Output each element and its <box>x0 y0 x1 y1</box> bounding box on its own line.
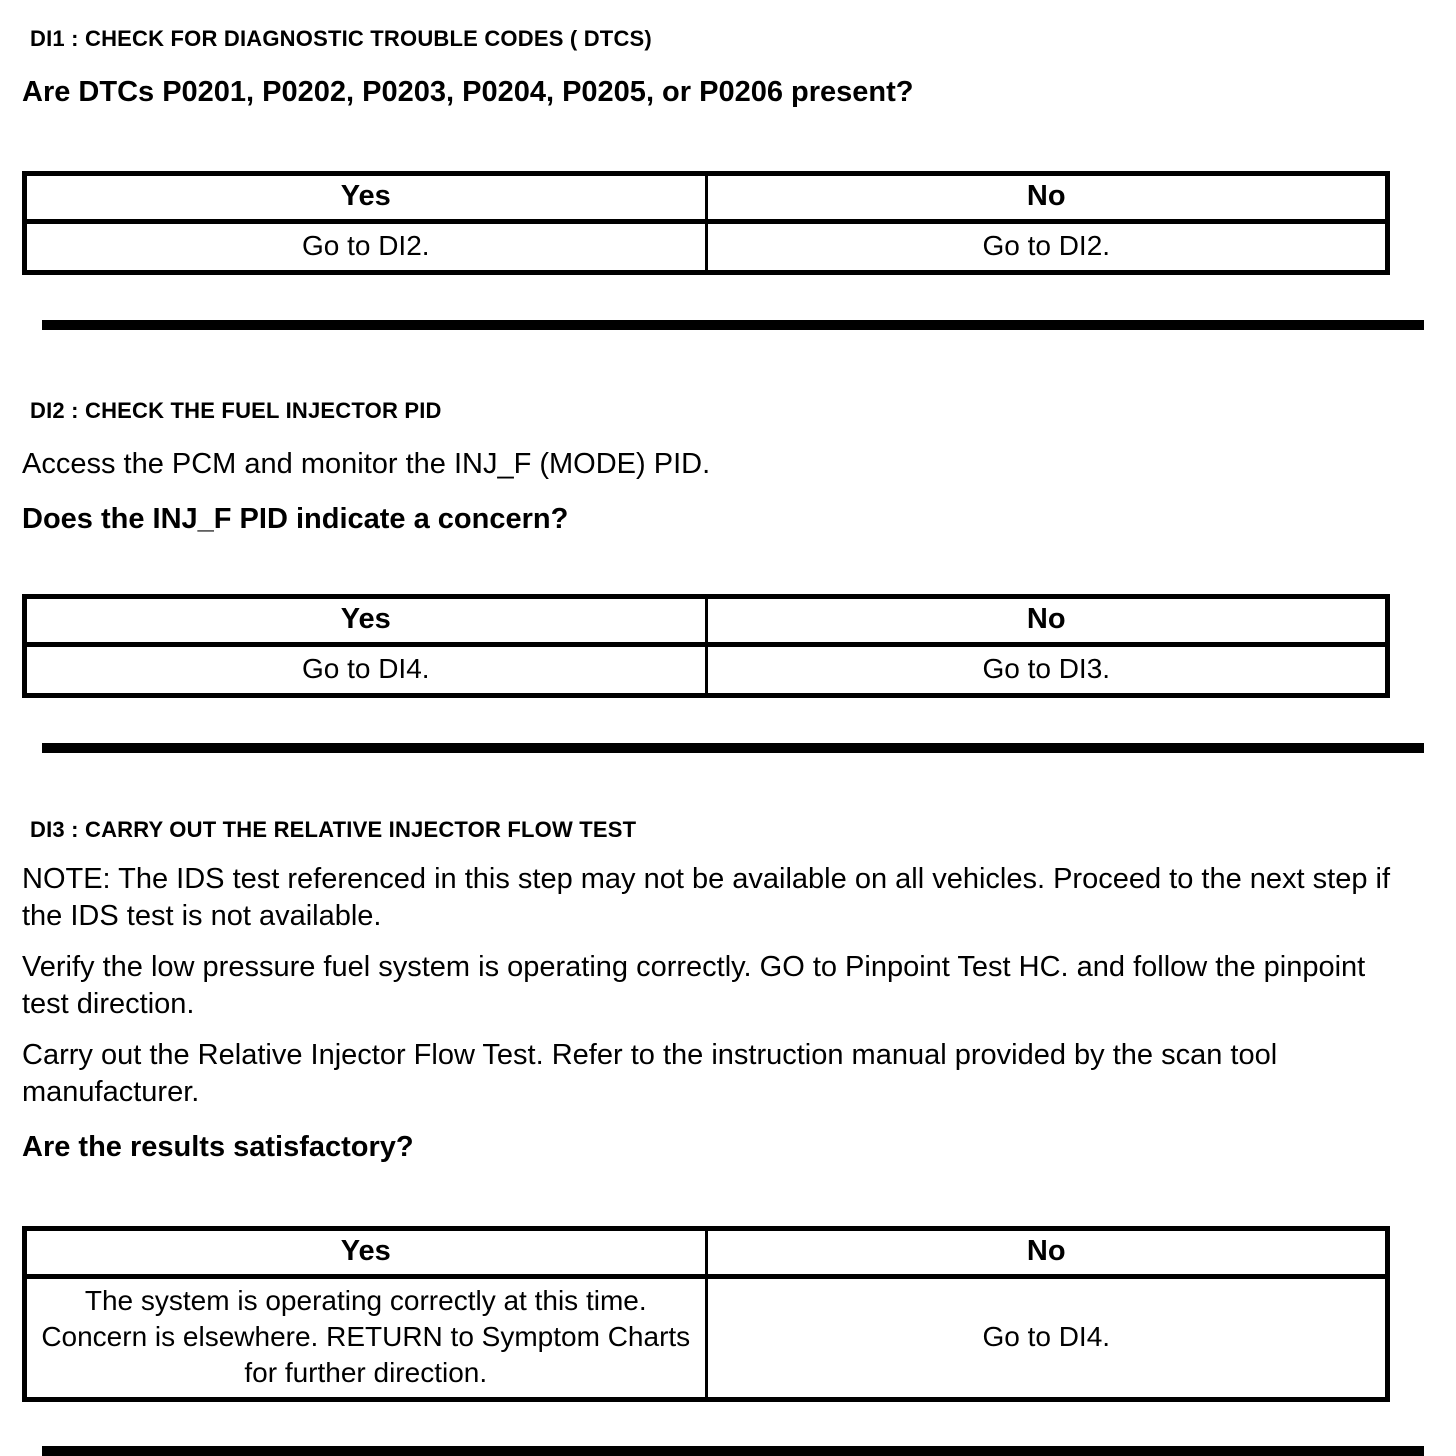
table-header-row <box>25 174 1388 222</box>
section-di3 <box>0 753 1456 1456</box>
di3-carry-out-instruction: Carry out the Relative Injector Flow Test. Refer to the instruction manual provided by the scan tool manufacturer. <box>22 1039 1278 1108</box>
section-divider-rule <box>42 320 1424 330</box>
di3-note-instruction: NOTE: The IDS test referenced in this step may not be available on all vehicles. Proceed to the next step if the IDS test is not available. <box>22 863 1391 932</box>
di3-verify-instruction: Verify the low pressure fuel system is operating correctly. GO to Pinpoint Test HC. and follow the pinpoint test direction. <box>22 951 1366 1020</box>
section-di1 <box>0 0 1456 330</box>
table-header-row <box>25 597 1388 645</box>
table-row <box>25 1277 1388 1400</box>
di3-question: Are the results satisfactory? <box>22 1131 414 1163</box>
di1-yes-action: Go to DI2. <box>25 222 707 273</box>
table-row <box>25 645 1388 696</box>
table-row <box>25 222 1388 273</box>
di1-yes-no-table <box>22 171 1390 275</box>
di2-yes-header: Yes <box>25 597 707 645</box>
section-divider-rule <box>42 743 1424 753</box>
di1-no-action: Go to DI2. <box>706 222 1388 273</box>
di2-yes-no-table <box>22 594 1390 698</box>
di1-no-header: No <box>706 174 1388 222</box>
section-di2 <box>0 330 1456 753</box>
di1-question: Are DTCs P0201, P0202, P0203, P0204, P0205, or P0206 present? <box>22 76 914 108</box>
di1-yes-header: Yes <box>25 174 707 222</box>
di3-step-heading: DI3 : CARRY OUT THE RELATIVE INJECTOR FLOW TEST <box>30 817 637 842</box>
table-header-row <box>25 1229 1388 1277</box>
section-divider-rule <box>42 1446 1424 1456</box>
di3-yes-header: Yes <box>25 1229 707 1277</box>
di2-no-header: No <box>706 597 1388 645</box>
di3-no-action: Go to DI4. <box>706 1277 1388 1400</box>
di3-yes-no-table <box>22 1226 1390 1402</box>
di3-yes-action: The system is operating correctly at this time. Concern is elsewhere. RETURN to Symptom Charts for further direction. <box>25 1277 707 1400</box>
di2-instruction: Access the PCM and monitor the INJ_F (MODE) PID. <box>22 448 711 480</box>
di2-question: Does the INJ_F PID indicate a concern? <box>22 503 569 535</box>
di1-step-heading: DI1 : CHECK FOR DIAGNOSTIC TROUBLE CODES ( DTCS) <box>30 26 652 51</box>
di2-no-action: Go to DI3. <box>706 645 1388 696</box>
di3-no-header: No <box>706 1229 1388 1277</box>
di2-step-heading: DI2 : CHECK THE FUEL INJECTOR PID <box>30 398 442 423</box>
di2-yes-action: Go to DI4. <box>25 645 707 696</box>
